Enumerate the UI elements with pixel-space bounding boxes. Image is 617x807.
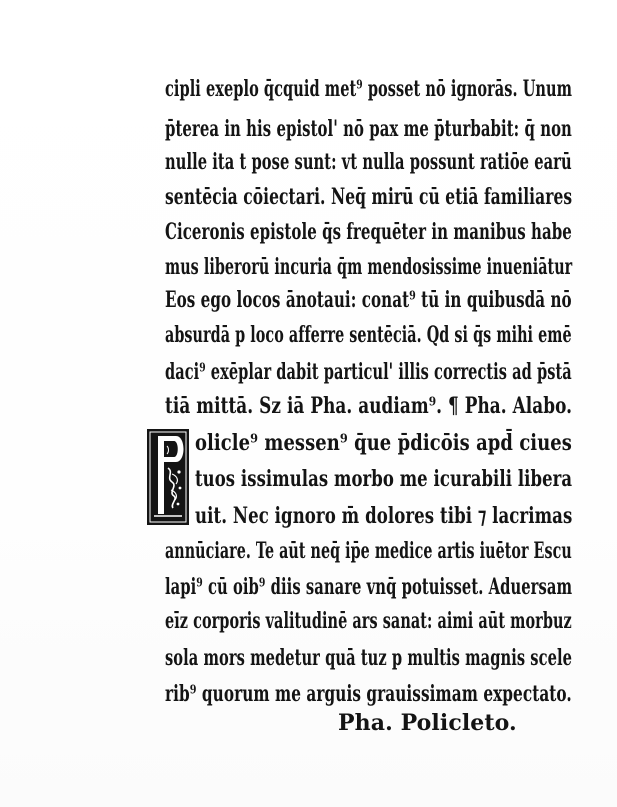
text-line: uit. Nec ignoro m̄ dolores tibi ⁊ lacrimas: [195, 503, 573, 529]
text-line: nulle ita t pose sunt: vt nulla possunt ratiōe earū: [165, 149, 572, 175]
text-line: Eos ego locos ānotaui: conat⁹ tū in quibusdā nō: [165, 287, 572, 313]
text-line: mus liberorū incuria q̄m mendosissime inueniātur: [165, 254, 573, 280]
text-line: olicle⁹ messen⁹ q̄ue p̄dicōis apd̄ ciues: [195, 430, 572, 456]
text-line: p̄terea in his epistol' nō pax me p̄turbabit: q̄ non: [165, 116, 572, 142]
text-line: cipli exeplo q̄cquid met⁹ posset nō ignorās. Unum: [165, 76, 573, 102]
decorated-initial-p: [146, 428, 190, 526]
text-line: Ciceronis epistole q̄s frequēter in manibus habe: [165, 219, 572, 245]
text-line: tiā mittā. Sz iā Pha. audiam⁹. ¶ Pha. Alabo.: [165, 393, 573, 419]
text-line: rib⁹ quorum me arguis grauissimam expectato.: [165, 681, 572, 707]
text-line: tuos issimulas morbo me icurabili libera: [195, 466, 573, 492]
text-line: sentēcia cōiectari. Neq̄ mirū cū etiā familiares: [165, 184, 573, 210]
text-line: daci⁹ exēplar dabit particul' illis correctis ad p̄stā: [165, 359, 572, 385]
text-line: absurdā p loco afferre sentēciā. Qd si q̄s mihi emē: [165, 322, 572, 348]
text-line: eīz corporis valitudinē ars sanat: aimi aūt morbuz: [165, 608, 572, 634]
text-line: sola mors medetur quā tuz p multis magnis scele: [165, 645, 572, 671]
text-line: annūciare. Te aūt neq̄ ip̄e medice artis iuētor Escu: [165, 538, 572, 564]
text-line: Pha. Policleto.: [338, 710, 517, 736]
text-line: lapi⁹ cū oib⁹ diis sanare vnq̄ potuisset. Aduersam: [165, 574, 573, 600]
